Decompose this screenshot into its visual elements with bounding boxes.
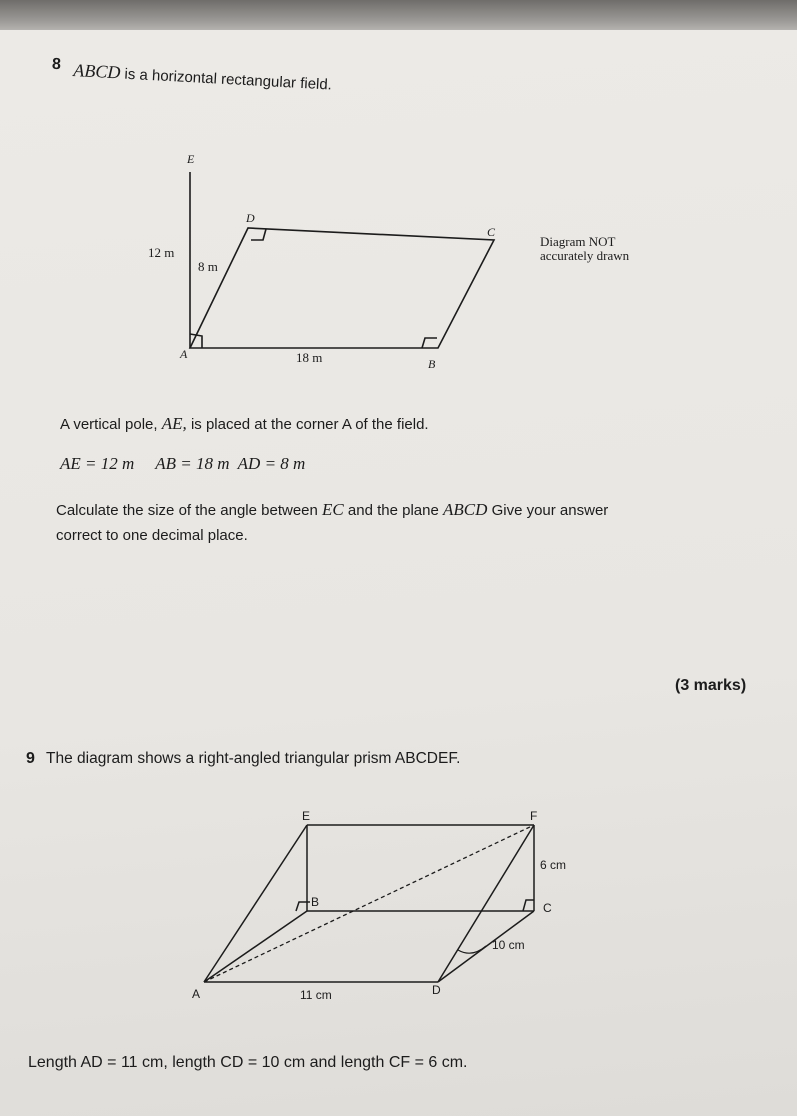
not-to-scale-note-2: accurately drawn: [540, 248, 630, 263]
length-ad: 8 m: [198, 259, 218, 274]
q8-calc-ec: EC: [322, 500, 344, 519]
edge-ab: [204, 911, 307, 982]
label-f9: F: [530, 809, 538, 823]
right-angle-d: [251, 229, 266, 240]
q8-pole-post: is placed at the corner A of the field.: [190, 416, 429, 433]
q8-calc-line-2: correct to one decimal place.: [56, 527, 248, 544]
length-cd: 10 cm: [492, 938, 525, 952]
label-e9: E: [302, 809, 311, 823]
question-8-number: 8: [51, 55, 62, 74]
q8-calc-line-1: [56, 500, 608, 520]
q8-calc-pre: Calculate the size of the angle between: [56, 502, 318, 519]
label-b: B: [428, 357, 436, 371]
q8-given-values: AE = 12 m AB = 18 m AD = 8 m: [60, 454, 306, 473]
length-ad9: 11 cm: [300, 988, 332, 1002]
edge-ae: [204, 825, 307, 982]
label-c9: C: [543, 901, 552, 915]
q8-abcd-math: ABCD: [72, 60, 121, 83]
q8-intro-text: is a horizontal rectangular field.: [124, 65, 333, 94]
label-d: D: [246, 211, 255, 225]
question-9-number: 9: [26, 750, 35, 767]
label-c: C: [487, 225, 496, 239]
q8-marks: (3 marks): [675, 677, 747, 694]
q8-calc-mid: and the plane: [347, 502, 439, 519]
q8-calc-abcd: ABCD: [443, 500, 488, 519]
label-b9: B: [311, 895, 320, 909]
length-ab: 18 m: [296, 350, 323, 365]
diagonal-af: [204, 825, 534, 982]
q8-pole-line: [60, 414, 429, 434]
label-d9: D: [432, 983, 441, 997]
q8-pole-math: AE,: [161, 414, 187, 433]
label-e: E: [187, 152, 195, 166]
length-cf: 6 cm: [540, 858, 567, 872]
question-9-intro: The diagram shows a right-angled triangular prism ABCDEF.: [46, 750, 461, 767]
angle-arc-d: [458, 946, 486, 953]
field-abcd: [190, 228, 494, 348]
right-angle-b: [422, 338, 437, 348]
q9-given-lengths: Length AD = 11 cm, length CD = 10 cm and length CF = 6 cm.: [28, 1054, 468, 1071]
right-angle-b9: [296, 902, 310, 911]
q8-calc-post: Give your answer: [491, 502, 609, 519]
not-to-scale-note-1: Diagram NOT: [540, 234, 616, 249]
label-a: A: [180, 347, 188, 361]
right-angle-c9: [523, 900, 534, 911]
length-ae: 12 m: [148, 245, 175, 260]
label-a9: A: [192, 987, 201, 1001]
q8-pole-pre: A vertical pole,: [60, 416, 158, 433]
